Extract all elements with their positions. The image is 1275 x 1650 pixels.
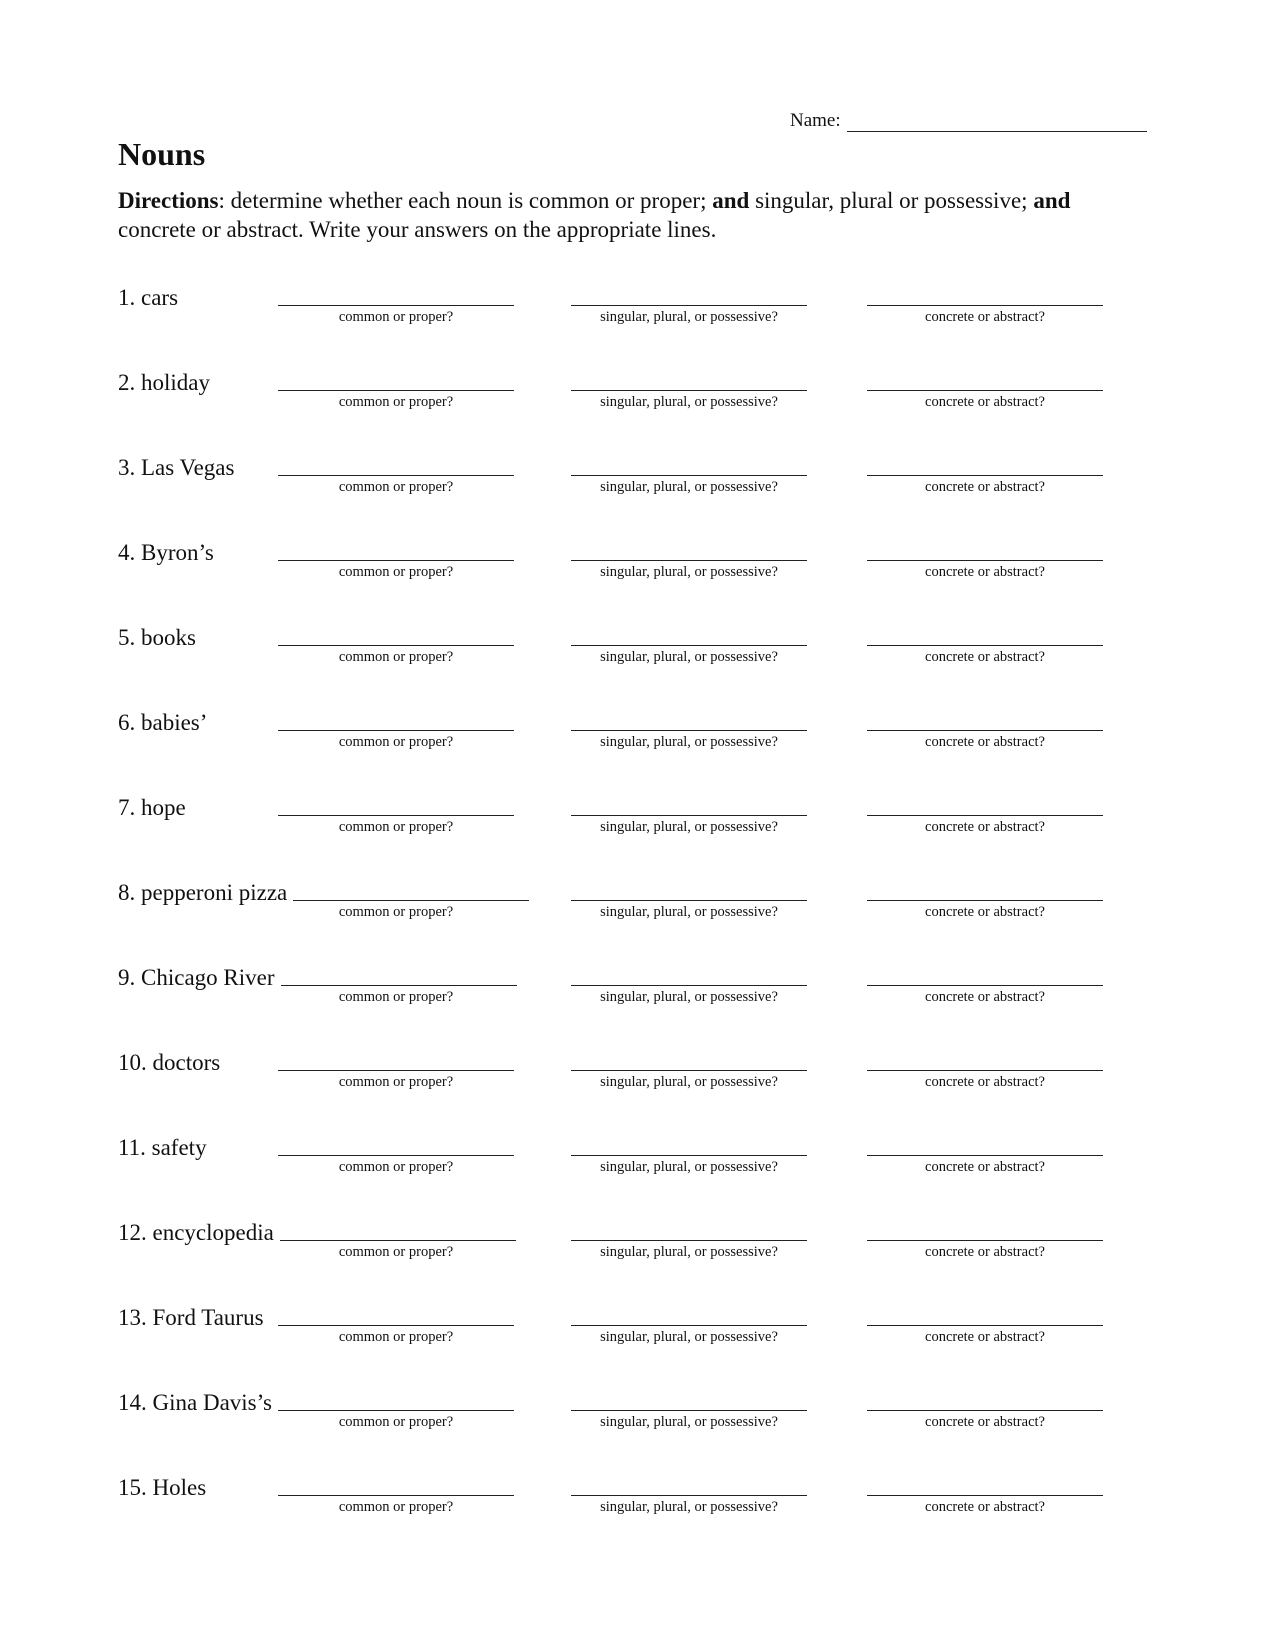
worksheet-title: Nouns — [118, 136, 206, 172]
number-possessive-answer-line[interactable] — [571, 1240, 807, 1241]
common-proper-hint: common or proper? — [338, 734, 454, 750]
common-proper-answer-line[interactable] — [278, 1410, 514, 1411]
number-possessive-answer-line[interactable] — [571, 560, 807, 561]
number-possessive-hint: singular, plural, or possessive? — [600, 394, 778, 410]
noun-label: 13. Ford Taurus — [118, 1305, 264, 1330]
number-possessive-hint: singular, plural, or possessive? — [600, 1159, 778, 1175]
number-possessive-hint: singular, plural, or possessive? — [600, 1244, 778, 1260]
question-row — [0, 1135, 1275, 1195]
number-possessive-hint: singular, plural, or possessive? — [600, 1414, 778, 1430]
common-proper-hint: common or proper? — [338, 1499, 454, 1515]
directions-lead: Directions — [118, 188, 219, 213]
number-possessive-answer-line[interactable] — [571, 1410, 807, 1411]
common-proper-hint: common or proper? — [338, 564, 454, 580]
common-proper-answer-line[interactable] — [281, 985, 517, 986]
number-possessive-hint: singular, plural, or possessive? — [600, 479, 778, 495]
question-row — [0, 455, 1275, 515]
number-possessive-answer-line[interactable] — [571, 1325, 807, 1326]
common-proper-hint: common or proper? — [338, 819, 454, 835]
concrete-abstract-answer-line[interactable] — [867, 1155, 1103, 1156]
concrete-abstract-hint: concrete or abstract? — [925, 734, 1045, 750]
common-proper-hint: common or proper? — [338, 1159, 454, 1175]
noun-label: 6. babies’ — [118, 710, 208, 735]
number-possessive-answer-line[interactable] — [571, 475, 807, 476]
question-row — [0, 965, 1275, 1025]
concrete-abstract-hint: concrete or abstract? — [925, 649, 1045, 665]
concrete-abstract-answer-line[interactable] — [867, 1240, 1103, 1241]
concrete-abstract-hint: concrete or abstract? — [925, 309, 1045, 325]
concrete-abstract-answer-line[interactable] — [867, 1325, 1103, 1326]
concrete-abstract-answer-line[interactable] — [867, 1070, 1103, 1071]
noun-label: 14. Gina Davis’s — [118, 1390, 272, 1415]
concrete-abstract-hint: concrete or abstract? — [925, 1329, 1045, 1345]
noun-label: 5. books — [118, 625, 196, 650]
question-row — [0, 370, 1275, 430]
number-possessive-hint: singular, plural, or possessive? — [600, 309, 778, 325]
noun-label: 2. holiday — [118, 370, 210, 395]
concrete-abstract-hint: concrete or abstract? — [925, 904, 1045, 920]
directions-and-1: and — [712, 188, 750, 213]
noun-label: 11. safety — [118, 1135, 207, 1160]
question-row — [0, 285, 1275, 345]
noun-label: 15. Holes — [118, 1475, 207, 1500]
number-possessive-answer-line[interactable] — [571, 1495, 807, 1496]
directions-and-2: and — [1033, 188, 1071, 213]
common-proper-answer-line[interactable] — [278, 390, 514, 391]
concrete-abstract-hint: concrete or abstract? — [925, 1499, 1045, 1515]
question-row — [0, 1305, 1275, 1365]
concrete-abstract-hint: concrete or abstract? — [925, 479, 1045, 495]
directions-part-3: concrete or abstract. Write your answers on the appropriate lines. — [118, 217, 717, 242]
question-row — [0, 1050, 1275, 1110]
number-possessive-hint: singular, plural, or possessive? — [600, 649, 778, 665]
common-proper-answer-line[interactable] — [293, 900, 529, 901]
number-possessive-answer-line[interactable] — [571, 900, 807, 901]
common-proper-answer-line[interactable] — [278, 815, 514, 816]
question-row — [0, 795, 1275, 855]
common-proper-hint: common or proper? — [338, 989, 454, 1005]
directions-part-2: singular, plural or possessive; — [749, 188, 1034, 213]
noun-label: 7. hope — [118, 795, 186, 820]
common-proper-answer-line[interactable] — [278, 475, 514, 476]
question-row — [0, 540, 1275, 600]
number-possessive-answer-line[interactable] — [571, 390, 807, 391]
common-proper-answer-line[interactable] — [278, 560, 514, 561]
concrete-abstract-hint: concrete or abstract? — [925, 1244, 1045, 1260]
common-proper-hint: common or proper? — [338, 1329, 454, 1345]
question-row — [0, 625, 1275, 685]
directions-part-1: : determine whether each noun is common or proper; — [218, 188, 713, 213]
number-possessive-hint: singular, plural, or possessive? — [600, 904, 778, 920]
number-possessive-hint: singular, plural, or possessive? — [600, 1329, 778, 1345]
noun-label: 8. pepperoni pizza — [118, 880, 288, 905]
concrete-abstract-answer-line[interactable] — [867, 985, 1103, 986]
common-proper-answer-line[interactable] — [278, 1325, 514, 1326]
common-proper-hint: common or proper? — [338, 479, 454, 495]
concrete-abstract-answer-line[interactable] — [867, 475, 1103, 476]
number-possessive-answer-line[interactable] — [571, 305, 807, 306]
number-possessive-answer-line[interactable] — [571, 730, 807, 731]
concrete-abstract-hint: concrete or abstract? — [925, 989, 1045, 1005]
concrete-abstract-hint: concrete or abstract? — [925, 1414, 1045, 1430]
concrete-abstract-answer-line[interactable] — [867, 730, 1103, 731]
concrete-abstract-hint: concrete or abstract? — [925, 1074, 1045, 1090]
number-possessive-answer-line[interactable] — [571, 985, 807, 986]
noun-label: 3. Las Vegas — [118, 455, 235, 480]
concrete-abstract-hint: concrete or abstract? — [925, 394, 1045, 410]
noun-label: 12. encyclopedia — [118, 1220, 274, 1245]
noun-label: 10. doctors — [118, 1050, 221, 1075]
concrete-abstract-hint: concrete or abstract? — [925, 819, 1045, 835]
common-proper-hint: common or proper? — [338, 649, 454, 665]
common-proper-answer-line[interactable] — [278, 730, 514, 731]
name-label: Name: — [790, 110, 841, 131]
common-proper-answer-line[interactable] — [278, 1155, 514, 1156]
number-possessive-hint: singular, plural, or possessive? — [600, 564, 778, 580]
concrete-abstract-answer-line[interactable] — [867, 645, 1103, 646]
common-proper-hint: common or proper? — [338, 904, 454, 920]
concrete-abstract-answer-line[interactable] — [867, 815, 1103, 816]
question-row — [0, 1390, 1275, 1450]
number-possessive-hint: singular, plural, or possessive? — [600, 819, 778, 835]
question-row — [0, 1475, 1275, 1535]
number-possessive-answer-line[interactable] — [571, 1070, 807, 1071]
concrete-abstract-hint: concrete or abstract? — [925, 564, 1045, 580]
common-proper-answer-line[interactable] — [278, 305, 514, 306]
noun-label: 9. Chicago River — [118, 965, 275, 990]
common-proper-answer-line[interactable] — [278, 1495, 514, 1496]
noun-label: 4. Byron’s — [118, 540, 214, 565]
common-proper-hint: common or proper? — [338, 1414, 454, 1430]
question-row — [0, 880, 1275, 940]
concrete-abstract-answer-line[interactable] — [867, 390, 1103, 391]
concrete-abstract-answer-line[interactable] — [867, 1495, 1103, 1496]
number-possessive-hint: singular, plural, or possessive? — [600, 1074, 778, 1090]
concrete-abstract-answer-line[interactable] — [867, 1410, 1103, 1411]
question-row — [0, 710, 1275, 770]
concrete-abstract-answer-line[interactable] — [867, 900, 1103, 901]
number-possessive-answer-line[interactable] — [571, 1155, 807, 1156]
concrete-abstract-answer-line[interactable] — [867, 305, 1103, 306]
number-possessive-hint: singular, plural, or possessive? — [600, 734, 778, 750]
common-proper-hint: common or proper? — [338, 394, 454, 410]
common-proper-hint: common or proper? — [338, 1074, 454, 1090]
number-possessive-hint: singular, plural, or possessive? — [600, 989, 778, 1005]
common-proper-answer-line[interactable] — [278, 1070, 514, 1071]
number-possessive-hint: singular, plural, or possessive? — [600, 1499, 778, 1515]
concrete-abstract-answer-line[interactable] — [867, 560, 1103, 561]
noun-label: 1. cars — [118, 285, 179, 310]
number-possessive-answer-line[interactable] — [571, 645, 807, 646]
common-proper-hint: common or proper? — [338, 1244, 454, 1260]
common-proper-answer-line[interactable] — [280, 1240, 516, 1241]
common-proper-answer-line[interactable] — [278, 645, 514, 646]
common-proper-hint: common or proper? — [338, 309, 454, 325]
number-possessive-answer-line[interactable] — [571, 815, 807, 816]
question-row — [0, 1220, 1275, 1280]
concrete-abstract-hint: concrete or abstract? — [925, 1159, 1045, 1175]
